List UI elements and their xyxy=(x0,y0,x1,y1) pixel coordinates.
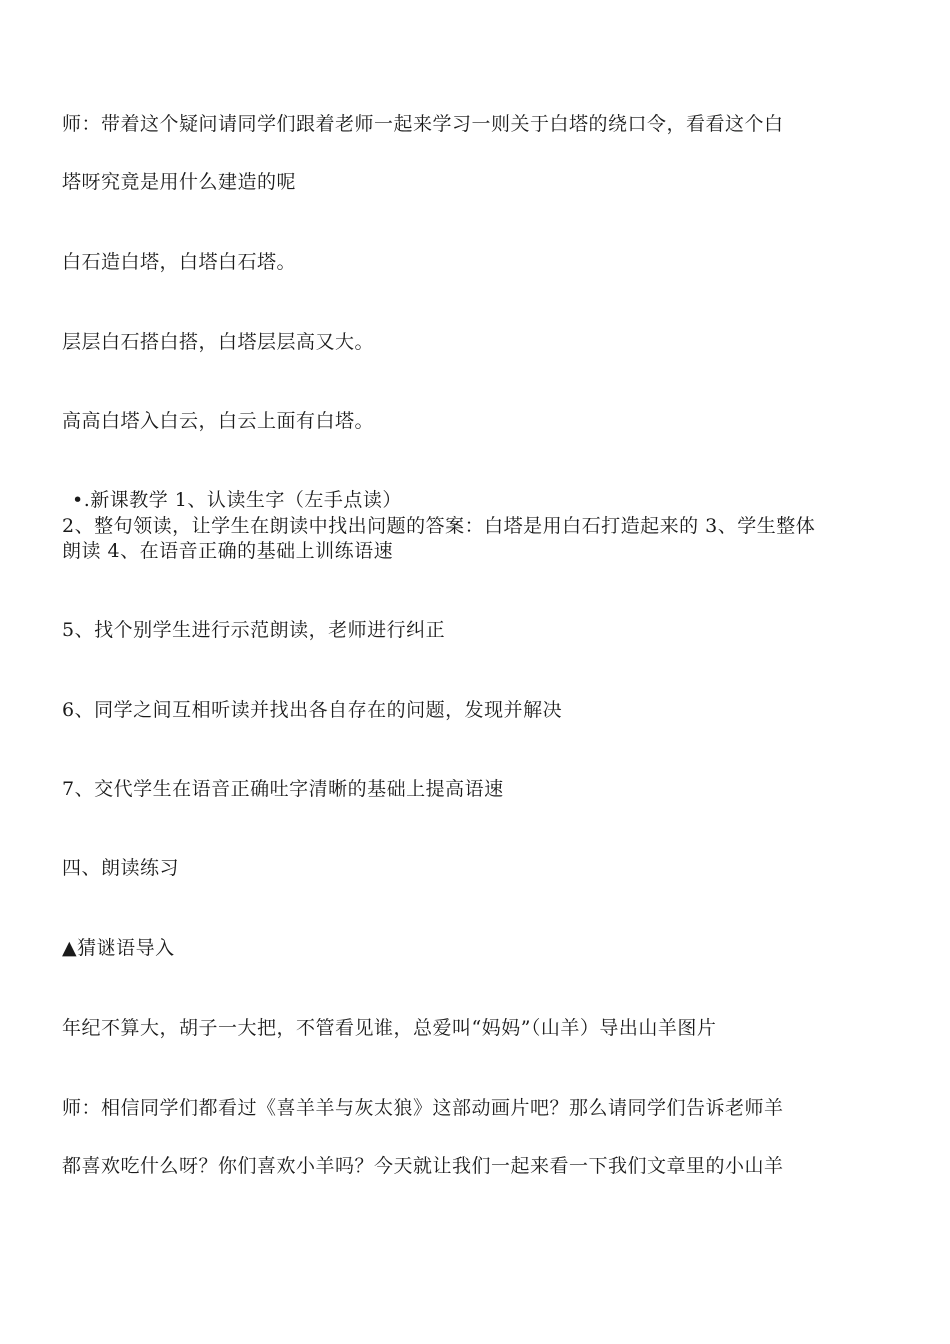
step-item: 7、交代学生在语音正确吐字清晰的基础上提高语速 xyxy=(62,778,504,800)
poem-line: 白石造白塔，白塔白石塔。 xyxy=(62,251,297,273)
paragraph-line: 都喜欢吃什么呀？你们喜欢小羊吗？今天就让我们一起来看一下我们文章里的小山羊 xyxy=(62,1155,784,1177)
bullet-item: •.新课教学 1、认读生字（左手点读） xyxy=(72,489,402,511)
poem-line: 层层白石搭白搭，白塔层层高又大。 xyxy=(62,331,375,353)
section-heading: 四、朗读练习 xyxy=(62,857,180,879)
paragraph-line: 2、整句领读，让学生在朗读中找出问题的答案：白塔是用白石打造起来的 3、学生整体 xyxy=(62,515,816,537)
paragraph-line: 师：相信同学们都看过《喜羊羊与灰太狼》这部动画片吧？那么请同学们告诉老师羊 xyxy=(62,1097,784,1119)
subsection-heading: ▲猜谜语导入 xyxy=(62,937,175,959)
paragraph-line: 塔呀究竟是用什么建造的呢 xyxy=(62,171,297,193)
paragraph-line: 师：带着这个疑问请同学们跟着老师一起来学习一则关于白塔的绕口令，看看这个白 xyxy=(62,113,784,135)
paragraph-line: 朗读 4、在语音正确的基础上训练语速 xyxy=(62,540,394,562)
poem-line: 高高白塔入白云，白云上面有白塔。 xyxy=(62,410,375,432)
step-item: 5、找个别学生进行示范朗读，老师进行纠正 xyxy=(62,619,446,641)
step-item: 6、同学之间互相听读并找出各自存在的问题，发现并解决 xyxy=(62,699,563,721)
riddle-line: 年纪不算大，胡子一大把，不管看见谁，总爱叫“妈妈”（山羊）导出山羊图片 xyxy=(62,1017,717,1039)
